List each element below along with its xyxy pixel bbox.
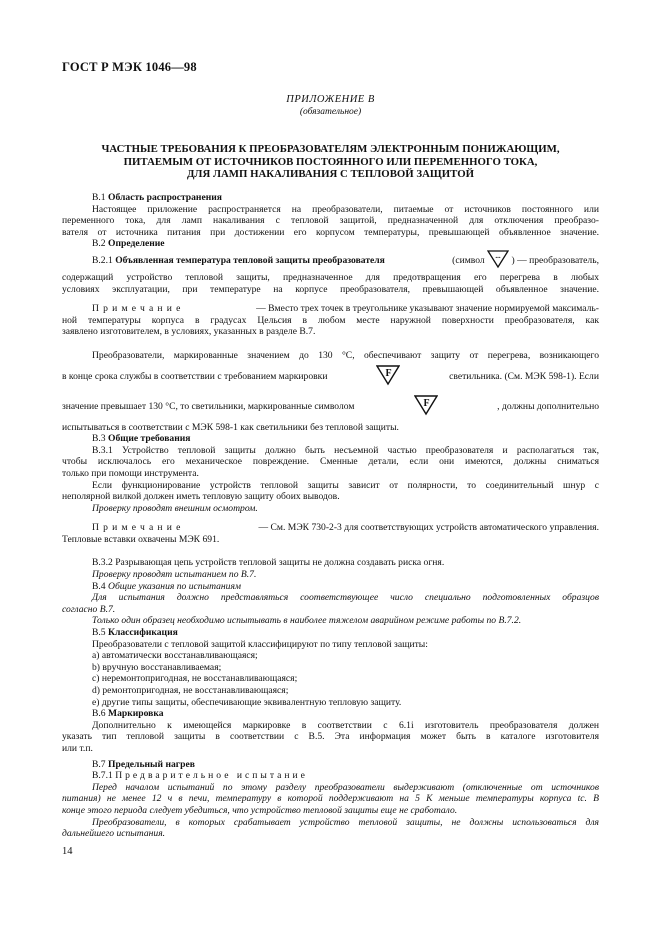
paragraph-line: В.3.2 Разрывающая цепь устройств тепловой защиты не должна создавать риска огня. — [92, 557, 445, 569]
section-b6-heading — [62, 708, 599, 720]
symbol-open-text: (символ — [452, 255, 485, 267]
paragraph-line: Перед началом испытаний по этому разделу преобразователи выдерживают (отключенные от источников — [92, 781, 599, 793]
note-line — [62, 522, 599, 534]
check-line: Проверку проводят испытанием по В.7. — [92, 569, 257, 581]
note-text: — См. МЭК 730-2-3 для соответствующих устройств автоматического управления. — [258, 522, 599, 534]
section-number: В.6 — [92, 708, 106, 720]
definition-term — [92, 255, 385, 267]
main-title — [80, 143, 581, 181]
section-b7-heading — [62, 759, 599, 771]
section-heading: Область распространения — [108, 192, 222, 203]
paragraph-text: в конце срока службы в соответствии с требованием маркировки — [62, 370, 328, 382]
appendix-title: ПРИЛОЖЕНИЕ В — [286, 94, 375, 105]
list-item: e) другие типы защиты, обеспечивающие эквивалентную тепловую защиту. — [92, 696, 402, 708]
symbol-letter: F — [423, 397, 430, 409]
subsection-number: В.2.1 — [92, 255, 113, 267]
paragraph-line: Преобразователи, маркированные значением до 130 °С, обеспечивают защиту от перегрева, возникающего — [92, 349, 599, 361]
note-text: — Вместо трех точек в треугольнике указывают значение нормируемой максималь- — [256, 303, 599, 315]
paragraph-line: питания) не менее 12 ч в печи, температуру в которой поддерживают на 5 К меньше температуры корпуса tc. В — [62, 793, 599, 805]
list-item: b) вручную восстанавливаемая; — [92, 661, 222, 673]
symbol-letter: F — [385, 367, 392, 379]
list-item: d) ремонтопригодная, не восстанавливающаяся; — [92, 685, 289, 696]
main-title-line: ЧАСТНЫЕ ТРЕБОВАНИЯ К ПРЕОБРАЗОВАТЕЛЯМ ЭЛЕКТРОННЫМ ПОНИЖАЮЩИМ, — [101, 143, 560, 155]
symbol-dots: ... — [495, 252, 501, 261]
paragraph-line: только при помощи инструмента. — [62, 467, 199, 479]
note-label: Примечание — [92, 303, 185, 315]
section-heading: Предельный нагрев — [108, 758, 195, 770]
marking-line — [62, 392, 599, 422]
subsection-heading: Предварительное испытание — [115, 770, 308, 782]
section-b4-heading — [62, 581, 599, 593]
paragraph-line: или т.п. — [62, 742, 93, 754]
paragraph-line: Если функционирование устройств тепловой защиты зависит от полярности, то соединительный шнур с — [92, 479, 599, 491]
section-heading: Классификация — [108, 627, 178, 639]
paragraph-line: Дополнительно к имеющейся маркировке в соответствии с 6.1i изготовитель преобразователя должен — [92, 719, 599, 731]
main-title-line: ПИТАЕМЫМ ОТ ИСТОЧНИКОВ ПОСТОЯННОГО ИЛИ ПЕРЕМЕННОГО ТОКА, — [123, 155, 538, 168]
paragraph-text: значение превышает 130 °С, то светильники, маркированные символом — [62, 400, 355, 412]
paragraph-line: Преобразователи, в которых срабатывает устройство тепловой защиты, не должны использоваться для — [92, 816, 599, 828]
paragraph-line: Только один образец необходимо испытывать в наиболее тяжелом аварийном режиме работы по В.7.2. — [92, 615, 522, 627]
triangle-dots-icon — [487, 249, 509, 273]
triangle-f-icon — [376, 364, 400, 390]
page-number: 14 — [62, 846, 73, 857]
section-number: В.3 — [92, 433, 106, 445]
paragraph-line: вателя от источника питания при достижении его корпусом температуры, превышающей объявленное значение. — [62, 226, 599, 238]
paragraph-line: указать тип тепловой защиты в соответствии с В.5. Эта информация может быть в каталоге изготовителя — [62, 731, 599, 743]
document-body — [62, 192, 599, 840]
note-line: заявлено изготовителем, в условиях, указанных в разделе В.7. — [62, 326, 316, 338]
definition-heading: Объявленная температура тепловой защиты преобразователя — [115, 255, 385, 267]
paragraph-line: испытываться в соответствии с МЭК 598-1 как светильники без тепловой защиты. — [62, 421, 399, 433]
paragraph-line: Для испытания должно представляться соответствующее число специально подготовленных образцов — [92, 592, 599, 604]
list-item: c) неремонтопригодная, не восстанавливающаяся; — [92, 673, 298, 685]
note-line: ной температуры корпуса в градусах Цельсия в любом месте наружной поверхности преобразователя, как — [62, 314, 599, 326]
paragraph-line: согласно В.7. — [62, 603, 116, 615]
section-heading: Маркировка — [108, 708, 164, 720]
triangle-f-icon — [414, 394, 438, 420]
paragraph-line: дальнейшего испытания. — [62, 828, 166, 840]
subsection-number: В.7.1 — [92, 770, 113, 782]
paragraph-line: содержащий устройство тепловой защиты, предназначенное для предотвращения его перегрева в любых — [62, 271, 599, 283]
section-number: В.1 — [92, 192, 106, 203]
section-heading: Общие требования — [108, 433, 191, 445]
paragraph-line: условиях эксплуатации, при температуре на корпусе преобразователя, превышающей объявленное значение. — [62, 283, 599, 295]
section-b1-heading — [62, 192, 599, 204]
standard-header: ГОСТ Р МЭК 1046—98 — [62, 60, 197, 74]
paragraph-line: неполярной вилкой должен иметь тепловую защиту обоих выводов. — [62, 491, 340, 503]
subsection-b71-heading — [62, 770, 599, 782]
main-title-line: ДЛЯ ЛАМП НАКАЛИВАНИЯ С ТЕПЛОВОЙ ЗАЩИТОЙ — [186, 168, 475, 180]
section-b2-heading — [62, 238, 599, 250]
paragraph-line: переменного тока, для ламп накаливания с тепловой защитой, предназначенной для отключения преобразо- — [62, 215, 599, 227]
section-heading: Общие указания по испытаниям — [108, 580, 242, 592]
marking-line — [62, 362, 599, 392]
section-heading: Определение — [108, 238, 165, 250]
paragraph-text: светильника. (См. МЭК 598-1). Если — [449, 370, 599, 382]
note-label: Примечание — [92, 522, 185, 534]
symbol-after-text: ) — преобразователь, — [511, 255, 599, 267]
section-number: В.7 — [92, 758, 106, 770]
paragraph-line: чтобы исключалось его механическое повреждение. Сменные детали, если они имеются, должны сниматься — [62, 456, 599, 468]
section-b5-heading — [62, 627, 599, 639]
list-item: a) автоматически восстанавливающаяся; — [92, 650, 258, 662]
note-line — [62, 303, 599, 315]
paragraph-text: , должны дополнительно — [497, 400, 599, 412]
section-number: В.5 — [92, 627, 106, 639]
section-number: В.2 — [92, 238, 106, 250]
paragraph-line: конце этого периода следует убедиться, что устройство тепловой защиты еще не сработало. — [62, 804, 458, 816]
check-line: Проверку проводят внешним осмотром. — [92, 502, 258, 514]
appendix-status: (обязательное) — [299, 107, 362, 117]
definition-b21 — [62, 250, 599, 272]
definition-symbol-group — [452, 249, 599, 273]
section-number: В.4 — [92, 580, 106, 592]
paragraph-line: Настоящее приложение распространяется на преобразователи, питаемые от источников постоянного или — [92, 203, 599, 215]
note-line: Тепловые вставки охвачены МЭК 691. — [62, 533, 220, 545]
paragraph-line: Преобразователи с тепловой защитой классифицируют по типу тепловой защиты: — [92, 638, 428, 650]
paragraph-line: В.3.1 Устройство тепловой защиты должно быть несъемной частью преобразователя и располагаться так, — [92, 444, 599, 456]
section-b3-heading — [62, 433, 599, 445]
